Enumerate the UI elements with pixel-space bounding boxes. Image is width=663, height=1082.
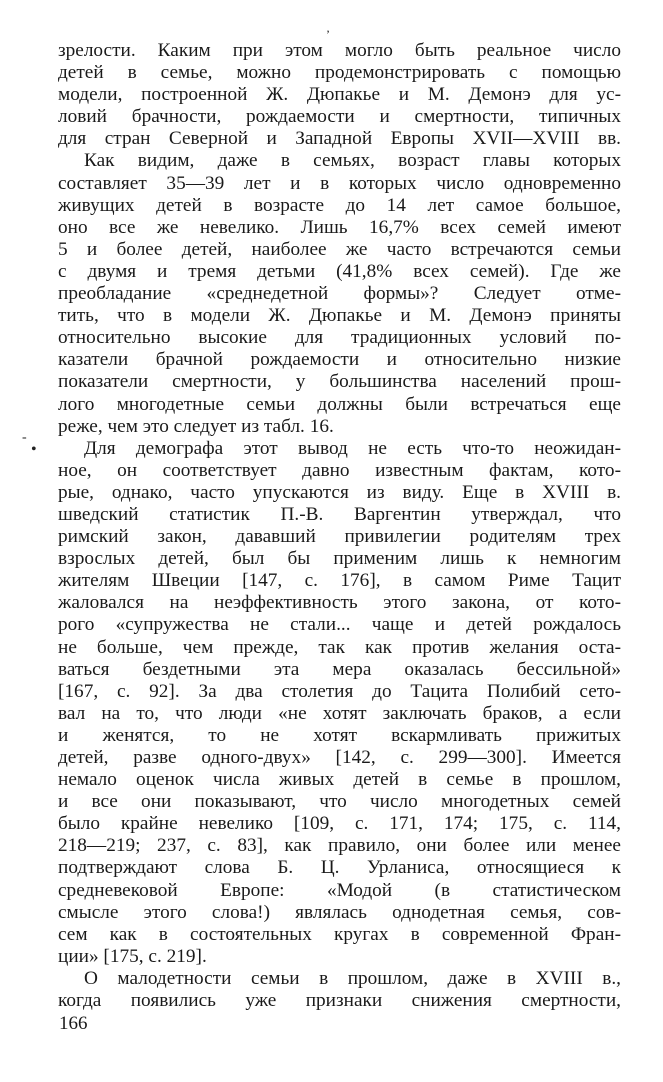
text-line: детей в семье, можно продемонстрировать с помощью — [58, 62, 621, 84]
text-line: было крайне невелико [109, с. 171, 174; 175, с. 114, — [58, 813, 621, 835]
text-line: сем как в состоятельных кругах в современной Фран- — [58, 923, 621, 945]
text-line: 5 и более детей, наиболее же часто встречаются семьи — [58, 238, 621, 260]
text-line: О малодетности семьи в прошлом, даже в XVIII в., — [84, 967, 621, 989]
paragraph-2 — [58, 150, 621, 437]
text-line: и женятся, то не хотят вскармливать прижитых — [58, 724, 621, 746]
text-line: для стран Северной и Западной Европы XVII—XVIII вв. — [58, 128, 621, 150]
text-line: и все они показывают, что число многодетных семей — [58, 791, 621, 813]
text-line: ваться бездетными эта мера оказалась бессильной» — [58, 658, 621, 680]
text-line: показатели смертности, у большинства населений прош- — [58, 371, 621, 393]
text-line: лого многодетные семьи должны были встречаться еще — [58, 393, 621, 415]
text-line: не больше, чем прежде, так как против желания оста- — [58, 636, 621, 658]
text-line: реже, чем это следует из табл. 16. — [58, 415, 334, 437]
text-line: оно все же невелико. Лишь 16,7% всех семей имеют — [58, 216, 621, 238]
text-line: Как видим, даже в семьях, возраст главы которых — [84, 150, 621, 172]
text-line: Для демографа этот вывод не есть что-то неожидан- — [84, 437, 621, 459]
text-line: с двумя и тремя детьми (41,8% всех семей). Где же — [58, 260, 621, 282]
paragraph-4 — [58, 968, 621, 1012]
text-line: [167, с. 92]. За два столетия до Тацита Полибий сето- — [58, 680, 621, 702]
text-line: тить, что в модели Ж. Дюпакье и М. Демонэ приняты — [58, 305, 621, 327]
text-line: жителям Швеции [147, с. 176], в самом Риме Тацит — [58, 570, 621, 592]
text-line: детей, разве одного-двух» [142, с. 299—300]. Имеется — [58, 747, 621, 768]
paragraph-3 — [58, 438, 621, 968]
text-line: модели, построенной Ж. Дюпакье и М. Демонэ для ус- — [58, 84, 621, 106]
text-line: шведский статистик П.-В. Варгентин утверждал, что — [58, 503, 621, 525]
text-line: когда появились уже признаки снижения смертности, — [58, 990, 621, 1012]
text-line: рые, однако, часто упускаются из виду. Еще в XVIII в. — [58, 481, 621, 503]
margin-mark: - — [22, 430, 27, 445]
text-line: казатели брачной рождаемости и относительно низкие — [58, 349, 621, 371]
text-line: жаловался на неэффективность этого закона, от кото- — [58, 592, 621, 614]
text-line: подтверждают слова Б. Ц. Урланиса, относящиеся к — [58, 857, 621, 879]
text-line: средневековой Европе: «Модой (в статистическом — [58, 879, 621, 901]
text-line: смысле этого слова!) являлась однодетная семья, сов- — [58, 901, 621, 923]
text-line: относительно высокие для традиционных условий по- — [58, 327, 621, 349]
text-line: ции» [175, с. 219]. — [58, 945, 207, 967]
text-line: преобладание «среднедетной формы»? Следует отме- — [58, 283, 621, 305]
text-line: ное, он соответствует давно известным фактам, кото- — [58, 459, 621, 481]
text-line: взрослых детей, был бы применим лишь к немногим — [58, 548, 621, 570]
text-line: составляет 35—39 лет и в которых число одновременно — [58, 172, 621, 194]
margin-dot: • — [31, 441, 37, 458]
paragraph-1 — [58, 40, 621, 150]
text-line: римский закон, дававший привилегии родителям трех — [58, 526, 621, 548]
text-line: живущих детей в возрасте до 14 лет самое большое, — [58, 194, 621, 216]
page-number: 166 — [59, 1013, 88, 1034]
print-speck: ’ — [326, 27, 330, 41]
text-line: рого «супружества не стали... чаще и детей рождалось — [58, 614, 621, 636]
text-line: зрелости. Каким при этом могло быть реальное число — [58, 40, 621, 61]
text-line: вал на то, что люди «не хотят заключать браков, а если — [58, 702, 621, 724]
text-line: ловий брачности, рождаемости и смертности, типичных — [58, 106, 621, 128]
page-text — [58, 40, 621, 1012]
text-line: 218—219; 237, с. 83], как правило, они более или менее — [58, 835, 621, 857]
text-line: немало оценок числа живых детей в семье в прошлом, — [58, 769, 621, 791]
